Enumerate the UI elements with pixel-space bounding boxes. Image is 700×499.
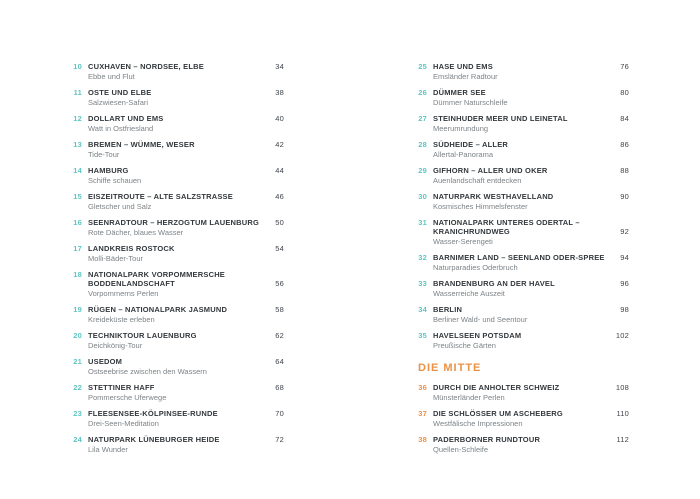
toc-entry-subtitle: Allertal-Panorama	[433, 150, 494, 159]
toc-entry	[73, 140, 284, 159]
toc-entry-title	[88, 244, 275, 253]
toc-entry-number: 17	[73, 244, 82, 253]
toc-entry-title	[88, 270, 275, 288]
toc-entry-number: 23	[73, 409, 82, 418]
toc-entry	[418, 62, 629, 81]
toc-entry-title-line: DÜMMER SEE	[433, 88, 486, 97]
toc-entry-row	[73, 270, 284, 288]
toc-entry-row	[418, 279, 629, 288]
toc-entry-row	[73, 409, 284, 418]
toc-entry-row	[418, 88, 629, 97]
toc-entry-row	[418, 192, 629, 201]
toc-entry-title	[88, 140, 275, 149]
toc-entry-title-line: STEINHUDER MEER UND LEINETAL	[433, 114, 568, 123]
toc-entry-row	[418, 331, 629, 340]
toc-entry-page-number: 40	[275, 114, 284, 123]
toc-entry-number: 25	[418, 62, 427, 71]
toc-entry-number: 10	[73, 62, 82, 71]
toc-entry-number: 34	[418, 305, 427, 314]
toc-entry-page-number: 96	[620, 279, 629, 288]
toc-entry-page-number: 102	[615, 331, 629, 340]
toc-entry-title	[88, 383, 275, 392]
toc-entry-title	[433, 409, 616, 418]
toc-entry-page-number: 92	[620, 227, 629, 236]
toc-entry-subtitle: Preußische Gärten	[433, 341, 496, 350]
toc-entry-title	[88, 331, 275, 340]
toc-entry	[418, 253, 629, 272]
toc-entry-page-number: 62	[275, 331, 284, 340]
toc-entry	[418, 409, 629, 428]
toc-entry-title-line: GIFHORN – ALLER UND OKER	[433, 166, 548, 175]
toc-entry-title	[88, 409, 275, 418]
section-heading-die-mitte: DIE MITTE	[418, 362, 482, 374]
toc-entry	[418, 218, 629, 246]
toc-entry	[73, 435, 284, 454]
toc-entry-page-number: 98	[620, 305, 629, 314]
toc-entry-title-line: HAMBURG	[88, 166, 129, 175]
toc-entry-row	[418, 114, 629, 123]
toc-entry-page-number: 70	[275, 409, 284, 418]
toc-entry-row	[73, 140, 284, 149]
toc-entry	[418, 383, 629, 402]
toc-entry-title-line: LANDKREIS ROSTOCK	[88, 244, 175, 253]
toc-entry-title	[433, 62, 620, 71]
toc-entry	[73, 192, 284, 211]
toc-entry-page-number: 46	[275, 192, 284, 201]
toc-entry-title-line: SEENRADTOUR – HERZOGTUM LAUENBURG	[88, 218, 260, 227]
toc-entry-title-line: HASE UND EMS	[433, 62, 493, 71]
toc-entry	[73, 383, 284, 402]
toc-entry-number: 16	[73, 218, 82, 227]
toc-entry-row	[418, 253, 629, 262]
toc-entry-subtitle: Molli-Bäder-Tour	[88, 254, 144, 263]
toc-entry-title-line: NATURPARK WESTHAVELLAND	[433, 192, 554, 201]
toc-entry-subtitle: Lila Wunder	[88, 445, 128, 454]
toc-column-left	[73, 62, 284, 461]
toc-entry-row	[418, 218, 629, 236]
toc-entry	[418, 192, 629, 211]
toc-entry-number: 18	[73, 270, 82, 279]
toc-entry-subtitle: Naturparadies Oderbruch	[433, 263, 518, 272]
toc-entry-row	[73, 435, 284, 444]
toc-entry	[73, 62, 284, 81]
toc-entry-page-number: 110	[616, 409, 629, 418]
toc-entry-title-line: FLEESENSEE-KÖLPINSEE-RUNDE	[88, 409, 218, 418]
toc-entry-number: 15	[73, 192, 82, 201]
toc-entry-title	[433, 218, 620, 236]
toc-entry-title-line: OSTE UND ELBE	[88, 88, 152, 97]
toc-entry-number: 38	[418, 435, 427, 444]
toc-entry-subtitle: Pommersche Uferwege	[88, 393, 167, 402]
toc-entry-subtitle: Münsterländer Perlen	[433, 393, 505, 402]
toc-entry	[73, 166, 284, 185]
toc-entry-subtitle: Tide-Tour	[88, 150, 120, 159]
toc-entry	[418, 166, 629, 185]
toc-entry-number: 37	[418, 409, 427, 418]
toc-entry-title	[88, 114, 275, 123]
toc-entry-title	[88, 435, 275, 444]
toc-entry-number: 32	[418, 253, 427, 262]
toc-entry-row	[418, 166, 629, 175]
toc-entry-page-number: 80	[620, 88, 629, 97]
toc-entry-title	[433, 305, 620, 314]
toc-entry-title-line: BARNIMER LAND – SEENLAND ODER-SPREE	[433, 253, 605, 262]
toc-entry-subtitle: Berliner Wald- und Seentour	[433, 315, 528, 324]
toc-entry-title	[433, 88, 620, 97]
toc-entry-subtitle: Watt in Ostfriesland	[88, 124, 154, 133]
toc-entry-page-number: 50	[275, 218, 284, 227]
toc-entry	[418, 140, 629, 159]
toc-entry-title-line: STETTINER HAFF	[88, 383, 155, 392]
toc-entry-row	[418, 305, 629, 314]
toc-entry-title-line: TECHNIKTOUR LAUENBURG	[88, 331, 197, 340]
toc-entry-title-line: DURCH DIE ANHOLTER SCHWEIZ	[433, 383, 560, 392]
toc-entry-title	[433, 331, 616, 340]
toc-entry-number: 26	[418, 88, 427, 97]
toc-entry-subtitle: Quellen-Schleife	[433, 445, 489, 454]
toc-entry-subtitle: Vorpommerns Perlen	[88, 289, 159, 298]
toc-entry-row	[418, 409, 629, 418]
toc-entry-row	[73, 62, 284, 71]
toc-entry-subtitle: Kreideküste erleben	[88, 315, 155, 324]
toc-entry-row	[73, 331, 284, 340]
toc-entry-title-line: DIE SCHLÖSSER UM ASCHEBERG	[433, 409, 563, 418]
toc-entry-page-number: 112	[616, 435, 629, 444]
toc-entry-title-line: RÜGEN – NATIONALPARK JASMUND	[88, 305, 228, 314]
toc-entry-number: 36	[418, 383, 427, 392]
toc-entry-title	[433, 140, 620, 149]
toc-entry-row	[418, 140, 629, 149]
toc-entry-title-line: EISZEITROUTE – ALTE SALZSTRASSE	[88, 192, 233, 201]
toc-entry-title	[433, 253, 620, 262]
toc-entry-title	[88, 88, 275, 97]
toc-entry-row	[418, 435, 629, 444]
toc-entry-title-line: USEDOM	[88, 357, 123, 366]
toc-entry-number: 27	[418, 114, 427, 123]
toc-entry-title	[88, 305, 275, 314]
toc-entry-number: 28	[418, 140, 427, 149]
toc-entry-subtitle: Meerumrundung	[433, 124, 489, 133]
toc-entry-row	[73, 383, 284, 392]
toc-entry-title	[88, 192, 275, 201]
toc-entry	[73, 218, 284, 237]
toc-entry-row	[73, 166, 284, 175]
toc-entry-title	[433, 279, 620, 288]
toc-entry-number: 33	[418, 279, 427, 288]
toc-entry-row	[73, 305, 284, 314]
toc-entry-page-number: 84	[620, 114, 629, 123]
toc-entry-subtitle: Schiffe schauen	[88, 176, 142, 185]
toc-entry-title-line: DOLLART UND EMS	[88, 114, 164, 123]
toc-entry-page-number: 34	[275, 62, 284, 71]
toc-entry-page-number: 54	[275, 244, 284, 253]
toc-entry-title	[88, 357, 275, 366]
toc-entry-number: 24	[73, 435, 82, 444]
toc-entry-number: 11	[73, 88, 82, 97]
toc-entry-title-line: HAVELSEEN POTSDAM	[433, 331, 522, 340]
toc-entry-title-line: BERLIN	[433, 305, 463, 314]
toc-entry-title-line: NATURPARK LÜNEBURGER HEIDE	[88, 435, 220, 444]
toc-entry-title	[88, 218, 275, 227]
toc-entry-page-number: 72	[275, 435, 284, 444]
toc-entry-subtitle: Emsländer Radtour	[433, 72, 498, 81]
toc-entry-row	[73, 88, 284, 97]
toc-entry-subtitle: Wasser-Serengeti	[433, 237, 493, 246]
toc-entry-subtitle: Salzwiesen-Safari	[88, 98, 149, 107]
toc-entry	[73, 357, 284, 376]
toc-entry-subtitle: Ostseebrise zwischen den Wassern	[88, 367, 207, 376]
toc-entry-page-number: 44	[275, 166, 284, 175]
toc-entry-title-line: NATIONALPARK UNTERES ODERTAL –	[433, 218, 580, 227]
toc-entry	[73, 244, 284, 263]
toc-entry-row	[418, 62, 629, 71]
toc-entry-subtitle: Deichkönig-Tour	[88, 341, 143, 350]
toc-entry-number: 13	[73, 140, 82, 149]
toc-list-right-bottom	[418, 383, 629, 454]
toc-entry	[73, 88, 284, 107]
toc-entry-subtitle: Westfälische Impressionen	[433, 419, 523, 428]
toc-entry-title	[433, 192, 620, 201]
toc-entry-number: 22	[73, 383, 82, 392]
toc-entry-title-line: KRANICHRUNDWEG	[433, 227, 510, 236]
toc-entry-title-line: BRANDENBURG AN DER HAVEL	[433, 279, 555, 288]
toc-entry	[73, 114, 284, 133]
toc-entry-page-number: 38	[275, 88, 284, 97]
toc-entry	[73, 409, 284, 428]
toc-entry	[73, 305, 284, 324]
toc-entry-number: 20	[73, 331, 82, 340]
toc-entry-title-line: SÜDHEIDE – ALLER	[433, 140, 509, 149]
toc-entry-number: 29	[418, 166, 427, 175]
toc-entry-page-number: 88	[620, 166, 629, 175]
toc-entry-row	[73, 244, 284, 253]
toc-entry-title-line: CUXHAVEN – NORDSEE, ELBE	[88, 62, 204, 71]
toc-entry-title-line: PADERBORNER RUNDTOUR	[433, 435, 541, 444]
toc-entry-subtitle: Gletscher und Salz	[88, 202, 152, 211]
toc-entry-row	[73, 357, 284, 366]
toc-entry-subtitle: Drei-Seen-Meditation	[88, 419, 159, 428]
toc-entry	[73, 331, 284, 350]
toc-entry-title-line: NATIONALPARK VORPOMMERSCHE	[88, 270, 226, 279]
toc-entry-page-number: 42	[275, 140, 284, 149]
toc-entry-number: 31	[418, 218, 427, 227]
toc-entry	[418, 88, 629, 107]
toc-entry-title	[433, 114, 620, 123]
toc-entry	[418, 305, 629, 324]
toc-entry	[418, 435, 629, 454]
toc-column-right	[418, 62, 629, 461]
toc-entry-page-number: 108	[615, 383, 629, 392]
toc-entry-page-number: 94	[620, 253, 629, 262]
toc-entry	[418, 114, 629, 133]
toc-entry-row	[73, 114, 284, 123]
toc-entry-title	[433, 383, 616, 392]
toc-entry-title	[88, 62, 275, 71]
toc-entry-row	[73, 192, 284, 201]
toc-entry-number: 19	[73, 305, 82, 314]
toc-entry-page-number: 90	[620, 192, 629, 201]
toc-entry-title	[88, 166, 275, 175]
toc-entry-page-number: 86	[620, 140, 629, 149]
toc-list-left	[73, 62, 284, 454]
toc-entry-subtitle: Ebbe und Flut	[88, 72, 135, 81]
toc-entry	[418, 279, 629, 298]
toc-entry-title	[433, 435, 616, 444]
toc-list-right-top	[418, 62, 629, 350]
toc-entry-title	[433, 166, 620, 175]
toc-entry-number: 21	[73, 357, 82, 366]
toc-entry-subtitle: Auenlandschaft entdecken	[433, 176, 522, 185]
toc-entry-page-number: 58	[275, 305, 284, 314]
toc-entry-number: 35	[418, 331, 427, 340]
toc-entry-row	[418, 383, 629, 392]
toc-entry-page-number: 68	[275, 383, 284, 392]
toc-entry-subtitle: Dümmer Naturschleife	[433, 98, 508, 107]
toc-entry-number: 14	[73, 166, 82, 175]
toc-entry-page-number: 56	[275, 279, 284, 288]
toc-entry-number: 30	[418, 192, 427, 201]
toc-entry	[73, 270, 284, 298]
toc-entry-title-line: BREMEN – WÜMME, WESER	[88, 140, 195, 149]
toc-entry-subtitle: Kosmisches Himmelsfenster	[433, 202, 528, 211]
toc-entry-page-number: 76	[620, 62, 629, 71]
toc-entry-page-number: 64	[275, 357, 284, 366]
toc-entry-subtitle: Rote Dächer, blaues Wasser	[88, 228, 184, 237]
toc-entry-row	[73, 218, 284, 227]
toc-entry	[418, 331, 629, 350]
toc-entry-title-line: BODDENLANDSCHAFT	[88, 279, 175, 288]
toc-entry-number: 12	[73, 114, 82, 123]
toc-entry-subtitle: Wasserreiche Auszeit	[433, 289, 505, 298]
